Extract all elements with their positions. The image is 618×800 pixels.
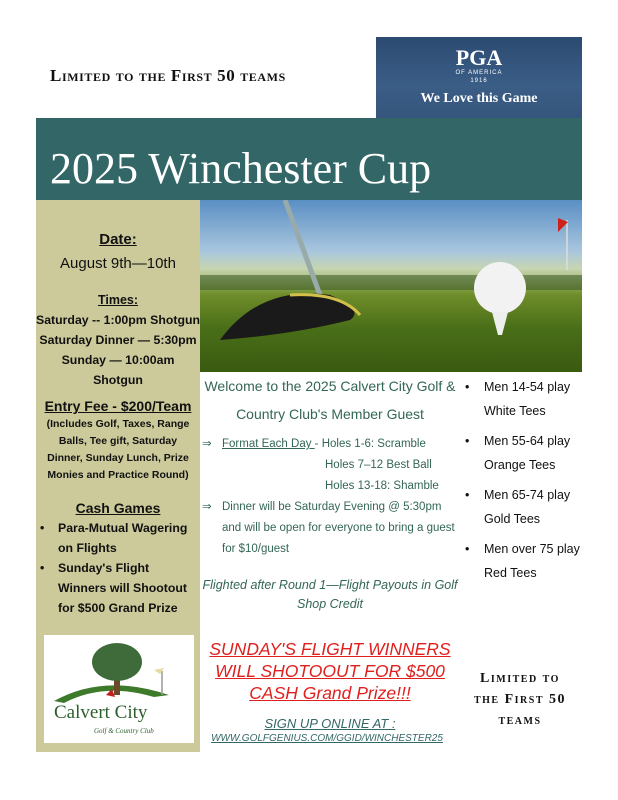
format-block xyxy=(200,434,460,497)
event-date: August 9th—10th xyxy=(60,255,176,272)
pga-logo: PGA xyxy=(455,45,503,70)
format-first-line xyxy=(222,434,460,455)
cash-games-list xyxy=(36,518,200,618)
golf-photo xyxy=(200,200,582,372)
arrow-icon: ⇒ xyxy=(202,501,212,513)
calvert-city-logo xyxy=(44,635,194,743)
format-line: - Holes 1-6: Scramble xyxy=(314,438,426,450)
pga-year: 1916 xyxy=(470,78,488,84)
entry-includes: (Includes Golf, Taxes, Range Balls, Tee gift, Saturday Dinner, Sunday Lunch, Prize Monies and Practice Round) xyxy=(46,418,190,481)
pga-logo-banner xyxy=(376,37,582,118)
limited-banner-bottom: Limited to the First 50 teams xyxy=(473,671,566,728)
sidebar xyxy=(36,200,200,752)
list-item: • Men 14-54 play White Tees xyxy=(462,375,582,423)
tees-list xyxy=(462,375,582,591)
logo-text: Calvert City xyxy=(54,702,148,723)
list-item: • Men 55-64 play Orange Tees xyxy=(462,429,582,477)
signup-label[interactable]: SIGN UP ONLINE AT : xyxy=(264,716,396,731)
flighted-text: Flighted after Round 1—Flight Payouts in Golf Shop Credit xyxy=(202,578,458,611)
list-item: • Men 65-74 play Gold Tees xyxy=(462,483,582,531)
logo-sub: Golf & Country Club xyxy=(94,727,154,735)
list-item: • Sunday's Flight Winners will Shootout for $500 Grand Prize xyxy=(36,558,200,618)
cash-games-label: Cash Games xyxy=(75,500,161,516)
list-item: • Para-Mutual Wagering on Flights xyxy=(36,518,200,558)
limited-banner-top: Limited to the First 50 teams xyxy=(50,66,286,85)
list-item: • Men over 75 play Red Tees xyxy=(462,537,582,585)
arrow-icon: ⇒ xyxy=(202,438,212,450)
title-band xyxy=(36,118,582,200)
pga-tagline: We Love this Game xyxy=(420,91,538,106)
format-label: Format Each Day xyxy=(222,438,315,450)
entry-fee: Entry Fee - $200/Team xyxy=(44,398,192,414)
signup-link[interactable]: WWW.GOLFGENIUS.COM/GGID/WINCHESTER25 xyxy=(211,733,443,744)
dinner-block xyxy=(200,497,460,560)
time-item: Sunday — 10:00am Shotgun xyxy=(61,353,175,387)
format-line: Holes 7–12 Best Ball xyxy=(325,459,432,471)
promo-text: SUNDAY'S FLIGHT WINNERS WILL SHOTOOUT FOR $500 CASH Grand Prize!!! xyxy=(209,639,451,703)
tree-icon xyxy=(44,635,194,703)
page-title: 2025 Winchester Cup xyxy=(50,144,432,193)
golf-club-ball-image xyxy=(200,200,582,372)
format-line: Holes 13-18: Shamble xyxy=(325,480,439,492)
time-item: Saturday Dinner — 5:30pm xyxy=(39,333,197,347)
date-label: Date: xyxy=(99,231,137,248)
time-item: Saturday -- 1:00pm Shotgun xyxy=(36,313,200,327)
dinner-text: Dinner will be Saturday Evening @ 5:30pm and will be open for everyone to bring a guest for $10/guest xyxy=(222,501,455,555)
main-content xyxy=(200,372,460,745)
times-label: Times: xyxy=(97,293,139,307)
pga-sub: OF AMERICA xyxy=(455,70,503,76)
welcome-text: Welcome to the 2025 Calvert City Golf & Country Club's Member Guest xyxy=(204,378,456,422)
